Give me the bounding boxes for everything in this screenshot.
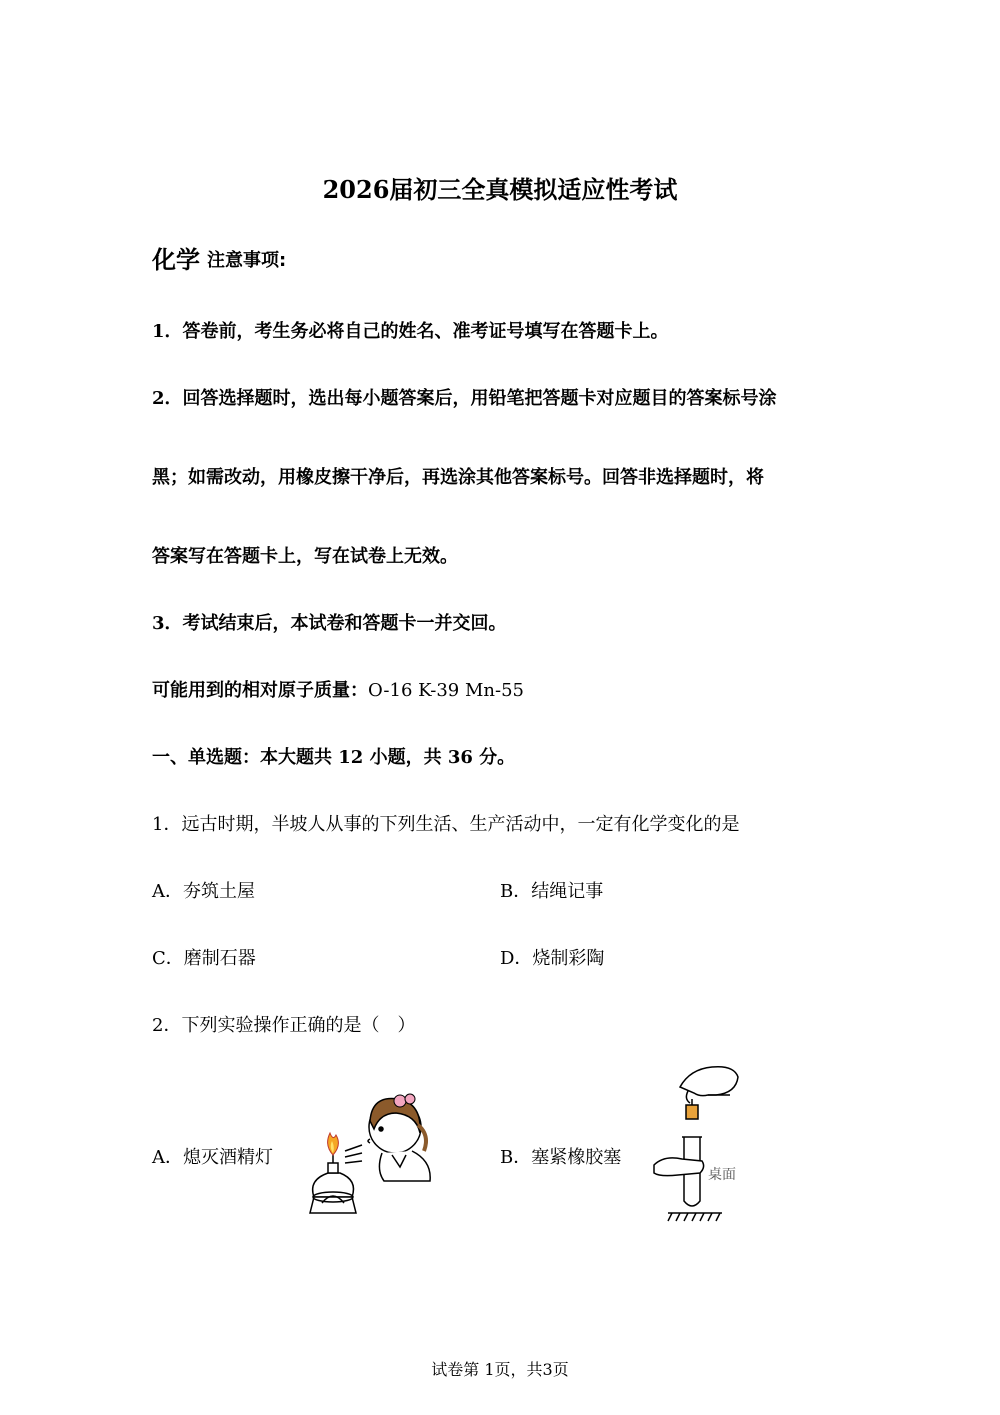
atomic-mass-label: 可能用到的相对原子质量：	[152, 680, 368, 701]
table-surface-label: 桌面	[708, 1167, 736, 1183]
atomic-mass-values: O-16 K-39 Mn-55	[368, 680, 524, 701]
page-title: 2026届初三全真模拟适应性考试	[322, 175, 678, 204]
page-footer: 试卷第 1页，共3页	[431, 1360, 569, 1379]
note-2-line-3: 答案写在答题卡上，写在试卷上无效。	[152, 546, 458, 567]
subject-label: 化学	[152, 246, 200, 274]
note-3: 3．考试结束后，本试卷和答题卡一并交回。	[152, 613, 507, 634]
question-1-option-c: C．磨制石器	[152, 948, 256, 969]
note-1: 1．答卷前，考生务必将自己的姓名、准考证号填写在答题卡上。	[152, 321, 669, 342]
question-1-stem: 1．远古时期，半坡人从事的下列生活、生产活动中，一定有化学变化的是	[152, 814, 740, 835]
note-2-line-1: 2．回答选择题时，选出每小题答案后，用铅笔把答题卡对应题目的答案标号涂	[152, 388, 777, 409]
question-1-option-b: B．结绳记事	[500, 881, 604, 902]
note-2-line-2: 黑；如需改动，用橡皮擦干净后，再选涂其他答案标号。回答非选择题时，将	[152, 467, 764, 488]
question-1-option-d: D．烧制彩陶	[500, 948, 605, 969]
atomic-mass-line	[152, 676, 524, 702]
notice-label: 注意事项:	[207, 250, 287, 271]
figure-blow-out-alcohol-lamp	[300, 1085, 435, 1220]
question-1-option-a: A．夯筑土屋	[152, 881, 255, 902]
figure-insert-rubber-stopper	[650, 1063, 750, 1223]
section-heading: 一、单选题：本大题共 12 小题，共 36 分。	[152, 747, 516, 768]
question-2-option-b: B．塞紧橡胶塞	[500, 1147, 622, 1168]
question-2-option-a: A．熄灭酒精灯	[152, 1147, 273, 1168]
question-2-stem: 2．下列实验操作正确的是（ ）	[152, 1015, 416, 1036]
